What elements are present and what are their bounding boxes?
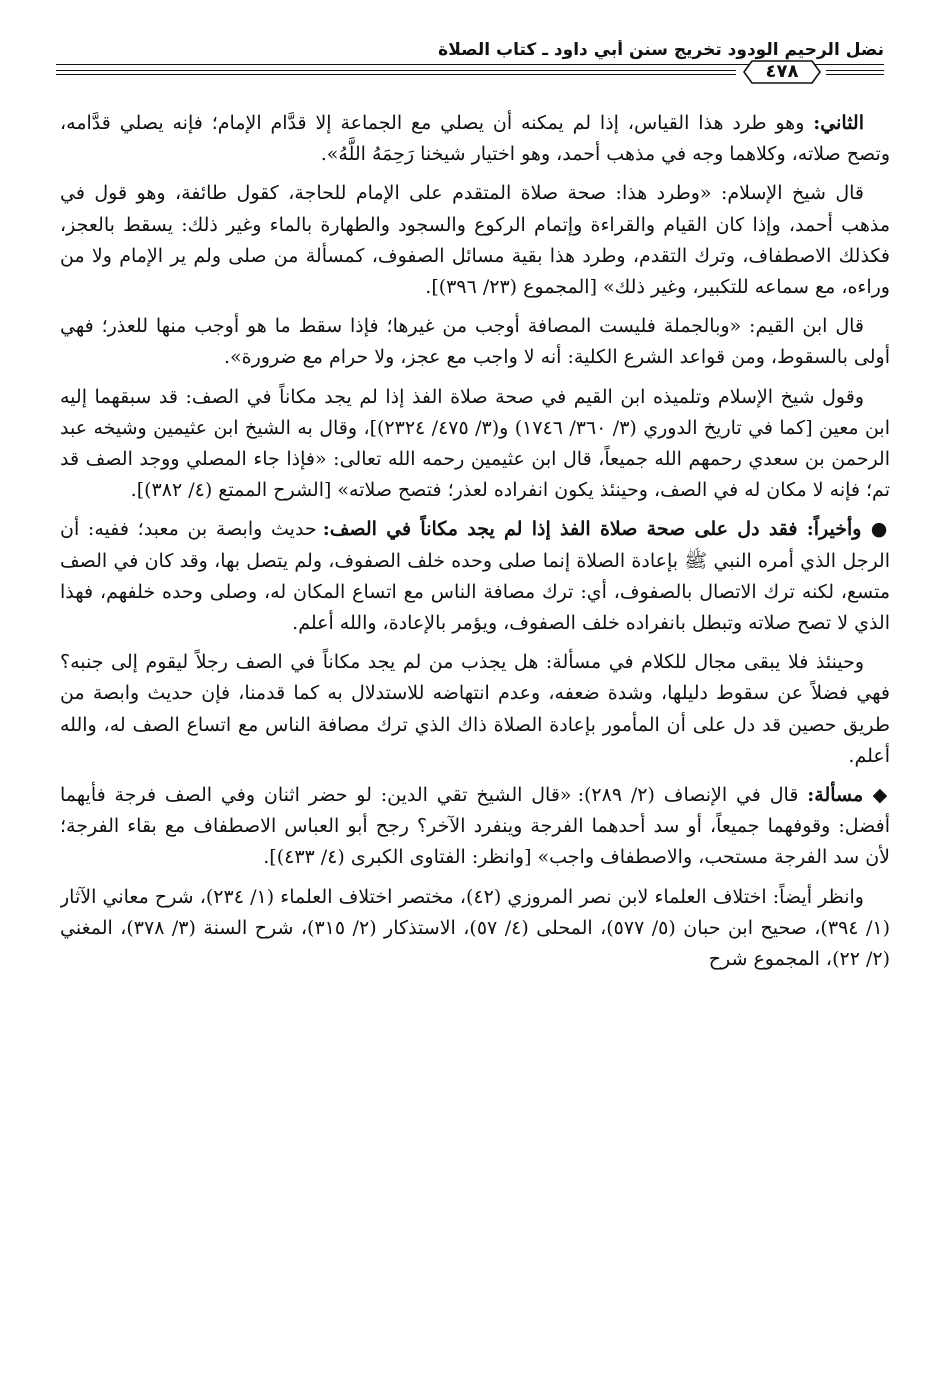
paragraph-text: وقول شيخ الإسلام وتلميذه ابن القيم في صحة صلاة الفذ إذا لم يجد مكاناً في الصف: قد سبقهما إليه ابن معين [كما في تاريخ الدوري (٣/ ٣٦٠/ ١٧٤٦) و(٣/ ٤٧٥/ ٢٣٢٤)]، وقال به الشيخ ابن عثيمين وشيخه عبد الرحمن بن سعدي رحمهم الله جميعاً، قال ابن عثيمين رحمه الله تعالى: «فإذا جاء المصلي ووجد الصف قد تم؛ فإنه لا مكان له في الصف، وحينئذ يكون انفراده لعذر؛ فتصح صلاته» [الشرح الممتع (٤/ ٣٨٢)]. [60, 385, 890, 502]
page-body [60, 108, 890, 1378]
paragraph-1 [60, 108, 890, 170]
paragraph-lead: الثاني: [813, 112, 864, 134]
paragraph-text: وحينئذ فلا يبقى مجال للكلام في مسألة: هل يجذب من لم يجد مكاناً في الصف رجلاً ليقوم إلى جنبه؟ فهي فضلاً عن سقوط دليلها، وشدة ضعفه، وعدم انتهاضه للاستدلال به كما قدمنا، فإن حديث وابصة من طريق حصين قد دل على أن المأمور بإعادة الصلاة ذاك الذي ترك مصافة الناس مع اتساع الصف له، والله أعلم. [60, 651, 890, 767]
paragraph-2 [60, 178, 890, 303]
paragraph-6 [60, 647, 890, 772]
page-number-badge [742, 59, 822, 85]
paragraph-text: قال شيخ الإسلام: «وطرد هذا: صحة صلاة المتقدم على الإمام للحاجة، كقول طائفة، وهو قول في مذهب أحمد، وإذا كان القيام والقراءة وإتمام الركوع والسجود والطهارة بالماء وغير ذلك: يسقط بالعجز، فكذلك الاصطفاف، وترك التقدم، وطرد هذا بقية مسائل الصفوف، كمسألة من صلى ولم ير الإمام ولا من وراءه، مع سماعه للتكبير، وغير ذلك» [المجموع (٢٣/ ٣٩٦)]. [60, 182, 890, 299]
paragraph-lead: ◆ مسألة: [807, 784, 890, 807]
paragraph-text: قال ابن القيم: «وبالجملة فليست المصافة أوجب من غيرها؛ فإذا سقط ما هو أوجب منها للعذر؛ فهي أولى بالسقوط، ومن قواعد الشرع الكلية: أنه لا واجب مع عجز، ولا حرام مع ضرورة». [60, 315, 890, 369]
paragraph-4 [60, 382, 890, 507]
paragraph-7 [60, 780, 890, 874]
paragraph-lead: ● وأخيراً: فقد دل على صحة صلاة الفذ إذا لم يجد مكاناً في الصف: [322, 518, 890, 541]
paragraph-text: وهو طرد هذا القياس، إذا لم يمكنه أن يصلي مع الجماعة إلا قدَّام الإمام؛ فإنه يصلي قدَّامه، وتصح صلاته، وكلاهما وجه في مذهب أحمد، وهو اختيار شيخنا رَحِمَهُ اللَّهُ». [60, 112, 890, 166]
paragraph-3 [60, 311, 890, 373]
paragraph-text: وانظر أيضاً: اختلاف العلماء لابن نصر المروزي (٤٢)، مختصر اختلاف العلماء (١/ ٢٣٤)، شرح معاني الآثار (١/ ٣٩٤)، صحيح ابن حبان (٥/ ٥٧٧)، المحلى (٤/ ٥٧)، الاستذكار (٢/ ٣١٥)، شرح السنة (٣/ ٣٧٨)، المغني (٢/ ٢٢)، المجموع شرح [60, 885, 890, 971]
header-rule-left [56, 70, 736, 71]
header-rule-right [826, 70, 884, 71]
header-rule-right-2 [826, 74, 884, 75]
paragraph-text: حديث وابصة بن معبد؛ ففيه: أن الرجل الذي أمره النبي ﷺ بإعادة الصلاة إنما صلى وحده خلف الصفوف، ولم يتصل بها، وقد كان في الصف متسع، لكنه ترك الاتصال بالصفوف، أي: ترك مصافة الناس مع اتساع المكان له، وصلى وحده خلفهم، فهذا الذي لا تصح صلاته وتبطل بانفراده خلف الصفوف، ويؤمر بالإعادة، والله أعلم. [60, 518, 890, 635]
header-rule-left-2 [56, 74, 736, 75]
book-title: نضل الرحيم الودود تخريج سنن أبي داود ـ كتاب الصلاة [438, 40, 884, 60]
paragraph-8 [60, 882, 890, 976]
paragraph-5 [60, 514, 890, 639]
page-number: ٤٧٨ [765, 61, 799, 82]
paragraph-text: قال في الإنصاف (٢/ ٢٨٩): «قال الشيخ تقي الدين: لو حضر اثنان وفي الصف فرجة فأيهما أفضل: وقوفهما جميعاً، أو سد أحدهما الفرجة وينفرد الآخر؟ رجح أبو العباس الاصطفاف مع بقاء الفرجة؛ لأن سد الفرجة مستحب، والاصطفاف واجب» [وانظر: الفتاوى الكبرى (٤/ ٤٣٣)]. [60, 784, 890, 869]
